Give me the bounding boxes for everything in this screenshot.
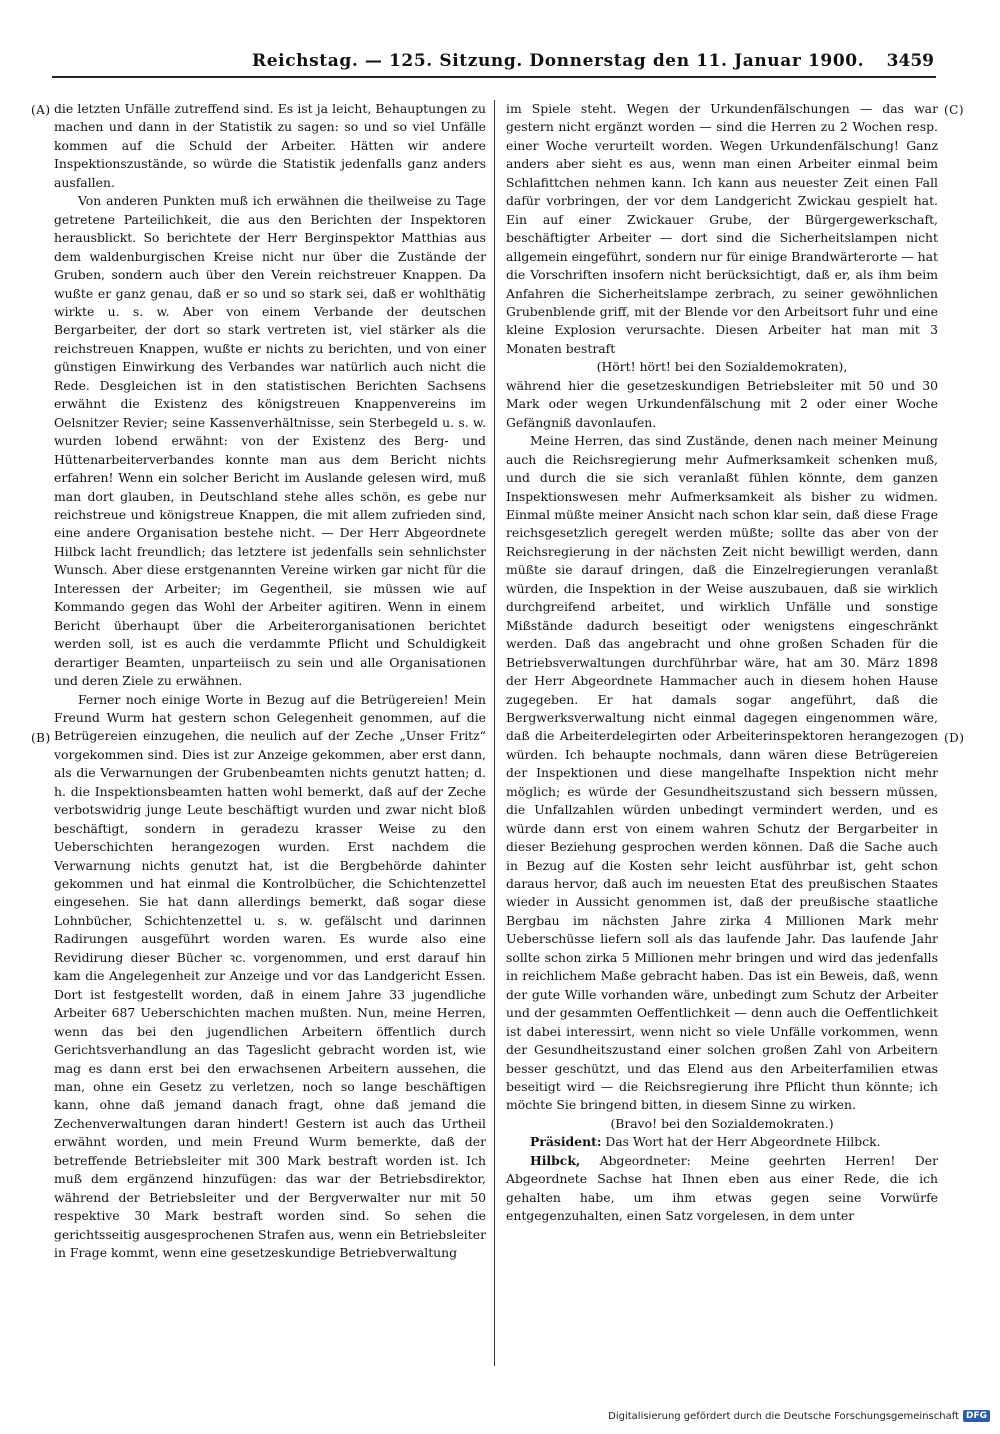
margin-marker-a: (A): [31, 103, 51, 117]
speaker-paragraph: [506, 1133, 938, 1151]
footer-credit: [608, 1410, 990, 1422]
speech-text: Abgeordneter: Meine geehrten Herren! Der Abgeordnete Sachse hat Ihnen eben aus einer Rede, die ich gehalten habe, um ihm etwas gegen seine Vorwürfe entgegenzuhalten, einen Satz vorgelesen, in dem unter: [506, 1152, 938, 1224]
footer-text: Digitalisierung gefördert durch die Deutsche Forschungsgemeinschaft: [608, 1410, 959, 1422]
paragraph: Von anderen Punkten muß ich erwähnen die theilweise zu Tage getretene Parteilichkeit, die aus den Berichten der Inspektoren herausblickt. So berichtete der Herr Berginspektor Matthias aus dem waldenburgischen Kreise nicht nur über die Zustände der Gruben, sondern auch über den Verein reichstreuer Knappen. Da wußte er ganz genau, daß er so und so stark sei, daß er wohlthätig wirkte u. s. w. Aber von einem Verbande der deutschen Bergarbeiter, der dort so stark vertreten ist, viel stärker als die reichstreuen Knappen, wußte er nichts zu berichten, und von einer günstigen Einwirkung des Verbandes war natürlich auch nicht die Rede. Desgleichen ist in den statistischen Berichten Sachsens erwähnt die Existenz des königstreuen Knappenvereins im Oelsnitzer Revier; seine Kassenverhältnisse, sein Sterbegeld u. s. w. wurden lobend erwähnt: von der Existenz des Berg- und Hüttenarbeiterverbandes konnte man aus dem Bericht nichts erfahren! Wenn ein solcher Bericht im Auslande gelesen wird, muß man dort glauben, in Deutschland stehe alles schön, es gebe nur reichstreue und königstreue Knappen, die mit allem zufrieden sind, eine andere Organisation bestehe nicht. — Der Herr Abgeordnete Hilbck lacht freundlich; das letztere ist jedenfalls sein sehnlichster Wunsch. Aber diese erstgenannten Vereine wirken gar nicht für die Interessen der Arbeiter; im Gegentheil, sie müssen wie auf Kommando gegen das Wohl der Arbeiter agitiren. Wenn in einem Bericht überhaupt über die Arbeiterorganisationen berichtet werden soll, ist es auch die verdammte Pflicht und Schuldigkeit derartiger Beamten, unparteiisch zu sein und alle Organisationen und deren Ziele zu erwähnen.: [54, 193, 486, 689]
speaker-name: Hilbck,: [530, 1152, 581, 1168]
page-number: 3459: [886, 51, 934, 71]
margin-marker-d: (D): [944, 731, 965, 745]
dfg-logo: DFG: [963, 1410, 990, 1422]
running-title: Reichstag. — 125. Sitzung. Donnerstag den 11. Januar 1900.: [252, 51, 865, 71]
left-column: [54, 100, 486, 1364]
column-divider: [494, 100, 495, 1366]
paragraph: während hier die gesetzeskundigen Betriebsleiter mit 50 und 30 Mark oder wegen Urkundenfälschung mit 2 oder einer Woche Gefängniß davonlaufen.: [506, 377, 938, 430]
page-header: [52, 50, 936, 78]
interjection: (Hört! hört! bei den Sozialdemokraten),: [596, 359, 848, 375]
margin-marker-c: (C): [944, 103, 965, 117]
paragraph: im Spiele steht. Wegen der Urkundenfälschungen — das war gestern nicht ergänzt worden — sind die Herren zu 2 Wochen resp. einer Woche verurteilt worden. Wegen Urkundenfälschung! Ganz anders aber sieht es aus, wenn man einen Arbeiter einmal beim Schlafittchen nehmen kann. Ich kann aus neuester Zeit einen Fall dafür vorbringen, der vor dem Landgericht Zwickau gespielt hat. Ein auf einer Zwickauer Grube, der Bürgergewerkschaft, beschäftigter Arbeiter — dort sind die Sicherheitslampen nicht allgemein eingeführt, sondern nur für einige Brandwärterorte — hat die Vorschriften insofern nicht berücksichtigt, daß er, als ihm beim Anfahren die Sicherheitslampe zerbrach, zu seiner gewöhnlichen Grubenblende griff, mit der Blende vor den Arbeitsort fuhr und eine kleine Explosion verursachte. Diesen Arbeiter hat man mit 3 Monaten bestraft: [506, 101, 938, 356]
speaker-paragraph: [506, 1152, 938, 1226]
margin-marker-b: (B): [31, 731, 51, 745]
speech-text: Das Wort hat der Herr Abgeordnete Hilbck.: [601, 1134, 881, 1150]
paragraph: Meine Herren, das sind Zustände, denen nach meiner Meinung auch die Reichsregierung mehr Aufmerksamkeit schenken muß, und durch die sie sich veranlaßt fühlen könnte, dem ganzen Inspektionswesen mehr Aufmerksamkeit als bisher zu widmen. Einmal müßte meiner Ansicht nach schon klar sein, daß diese Frage reichsgesetzlich geregelt werden müßte; sollte das aber von der Reichsregierung in der nächsten Zeit nicht bewilligt werden, dann müßte sie darauf dringen, daß die Einzelregierungen veranlaßt würden, die Inspektion in der Weise auszubauen, daß sie wirklich durchgreifend arbeitet, und wirklich Unfälle und sonstige Mißstände dadurch beseitigt oder wenigstens eingeschränkt werden. Daß das angebracht und ohne großen Schaden für die Betriebsverwaltungen durchführbar wäre, hat am 30. März 1898 der Herr Abgeordnete Hammacher auch in diesem hohen Hause zugegeben. Er hat damals sogar angeführt, daß die Bergwerksverwaltung nicht einmal dagegen eingenommen wäre, daß die Arbeiterdelegirten oder Arbeiterinspektoren herangezogen würden. Ich behaupte nochmals, dann wären diese Betrügereien der Inspektionen und diese mangelhafte Inspektion nicht mehr möglich; es würde der Gesundheitszustand sich bessern müssen, die Unfallzahlen würden unbedingt vermindert werden, und es würde dann erst von einem wahren Schutz der Bergarbeiter in dieser Beziehung gesprochen werden können. Daß die Sache auch in Bezug auf die Kosten sehr leicht ausführbar ist, geht schon daraus hervor, daß auch im neuesten Etat des preußischen Staates wieder in Aussicht genommen ist, daß der preußische staatliche Bergbau im nächsten Jahre zirka 4 Millionen Mark mehr Ueberschüsse liefern soll als das laufende Jahr. Das laufende Jahr sollte schon zirka 5 Millionen mehr bringen und wird das jedenfalls in reichlichem Maße gebracht haben. Das ist ein Beweis, daß, wenn der gute Wille vorhanden wäre, unbedingt zum Schutz der Arbeiter und der gesammten Oeffentlichkeit — denn auch die Oeffentlichkeit ist dabei interessirt, wenn nicht so viele Unfälle vorkommen, wenn der Gesundheitszustand einer solchen großen Zahl von Arbeitern besser geschützt, und das Elend aus den Arbeiterfamilien etwas beseitigt wird — die Reichsregierung ihre Pflicht thun könnte; ich möchte Sie bringend bitten, in diesem Sinne zu wirken.: [506, 433, 938, 1113]
right-column: [506, 100, 938, 1364]
paragraph: Ferner noch einige Worte in Bezug auf die Betrügereien! Mein Freund Wurm hat gestern schon Gelegenheit genommen, auf die Betrügereien einzugehen, die neulich auf der Zeche „Unser Fritz“ vorgekommen sind. Dies ist zur Anzeige gekommen, aber erst dann, als die Verwarnungen der Grubenbeamten nichts genutzt hatten; d. h. die Inspektionsbeamten hatten wohl bemerkt, daß auf der Zeche verbotswidrig junge Leute beschäftigt wurden und zwar nicht bloß beschäftigt, sondern in geradezu krasser Weise zu den Ueberschichten herangezogen wurden. Erst nachdem die Verwarnung nichts genutzt hat, ist die Bergbehörde dahinter gekommen und hat einmal die Kontrolbücher, die Schichtenzettel eingesehen. Sie hat dann allerdings bemerkt, daß sogar diese Lohnbücher, Schichtenzettel u. s. w. gefälscht und darinnen Radirungen ausgeführt worden waren. Es wurde also eine Revidirung dieser Bücher ꝛc. vorgenommen, und erst darauf hin kam die Angelegenheit zur Anzeige und vor das Landgericht Essen. Dort ist festgestellt worden, daß in einem Jahre 33 jugendliche Arbeiter 687 Ueberschichten machen mußten. Nun, meine Herren, wenn das bei den jugendlichen Arbeitern öffentlich durch Gerichtsverhandlung an das Tageslicht gebracht worden ist, wie mag es dann erst bei den erwachsenen Arbeitern aussehen, die man, ohne ein Gesetz zu verletzen, noch so lange beschäftigen kann, ohne daß jemand danach fragt, ohne daß jemand die Zechenverwaltungen daran hindert! Gestern ist auch das Urtheil erwähnt worden, und mein Freund Wurm bemerkte, daß der betreffende Betriebsleiter mit 300 Mark bestraft worden ist. Ich muß dem ergänzend hinzufügen: das war der Betriebsdirektor, während der Betriebsleiter und der Bergverwalter nur mit 50 respektive 30 Mark bestraft worden sind. So sehen die gerichtsseitig ausgesprochenen Strafen aus, wenn ein Betriebsleiter in Frage kommt, wenn eine gesetzeskundige Betriebverwaltung: [54, 691, 486, 1261]
paragraph: die letzten Unfälle zutreffend sind. Es ist ja leicht, Behauptungen zu machen und dann in der Statistik zu sagen: so und so viel Unfälle kommen auf die Schuld der Arbeiter. Hätten wir andere Inspektionszustände, so würde die Statistik jedenfalls ganz anders ausfallen.: [54, 101, 486, 190]
interjection: (Bravo! bei den Sozialdemokraten.): [610, 1115, 834, 1131]
speaker-name: Präsident:: [530, 1134, 602, 1150]
